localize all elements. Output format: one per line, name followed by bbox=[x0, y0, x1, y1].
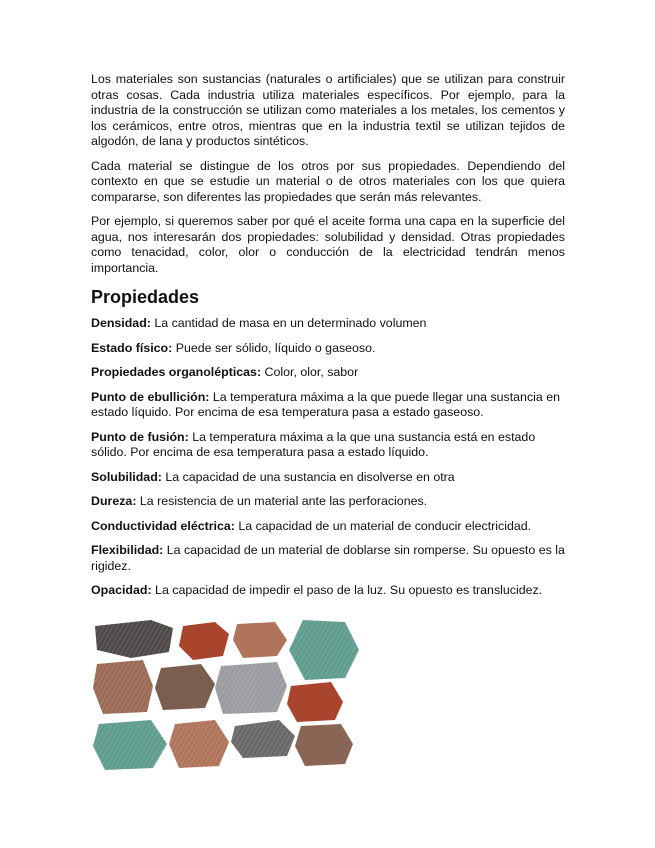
section-title: Propiedades bbox=[91, 287, 200, 307]
property-item bbox=[91, 543, 565, 574]
property-term: Propiedades organolépticas: bbox=[91, 365, 262, 379]
property-definition: La capacidad de impedir el paso de la luz. Su opuesto es translucidez. bbox=[155, 583, 543, 597]
property-term: Dureza: bbox=[91, 494, 137, 508]
property-item bbox=[91, 390, 565, 421]
property-definition: La temperatura máxima a la que una sustancia está en estado sólido. Por encima de esa temperatura pasa a estado líquido. bbox=[91, 429, 536, 459]
intro-paragraph-2: Cada material se distingue de los otros por sus propiedades. Dependiendo del contexto en que se estudie un material o de otros materiales con los que quiera compararse, son diferentes las propiedades que serán más relevantes. bbox=[91, 158, 565, 204]
property-item bbox=[91, 583, 565, 599]
mineral-red-crystal bbox=[287, 682, 343, 722]
mineral-rust-chunk bbox=[179, 622, 229, 660]
property-item bbox=[91, 341, 565, 357]
property-term: Punto de ebullición: bbox=[91, 389, 210, 404]
intro-paragraph-3: Por ejemplo, si queremos saber por qué el aceite forma una capa en la superficie del agua, nos interesarán dos propiedades: solubilidad y densidad. Otras propiedades como tenacidad, color, olor o conducción de la electricidad tendrán menos importancia. bbox=[91, 214, 565, 275]
property-item bbox=[91, 430, 565, 461]
property-term: Punto de fusión: bbox=[91, 429, 189, 444]
property-item bbox=[91, 519, 565, 535]
property-term: Opacidad: bbox=[91, 583, 152, 597]
mineral-copper-flake bbox=[233, 622, 287, 658]
property-item bbox=[91, 316, 565, 332]
property-definition: La capacidad de un material de doblarse sin romperse. Su opuesto es la rigidez. bbox=[91, 543, 565, 573]
mineral-brown-chip bbox=[295, 724, 353, 766]
mineral-samples-icon bbox=[91, 616, 361, 772]
property-item bbox=[91, 494, 565, 510]
property-definition: La capacidad de una sustancia en disolverse en otra bbox=[165, 469, 455, 484]
mineral-brown-block bbox=[155, 664, 215, 710]
property-term: Estado físico: bbox=[91, 340, 173, 355]
property-definition: La cantidad de masa en un determinado volumen bbox=[154, 316, 427, 330]
property-term: Conductividad eléctrica: bbox=[91, 518, 235, 533]
property-term: Solubilidad: bbox=[91, 469, 162, 484]
mineral-samples-image bbox=[91, 616, 361, 772]
property-definition: La resistencia de un material ante las perforaciones. bbox=[139, 494, 428, 508]
property-term: Flexibilidad: bbox=[91, 543, 164, 557]
document-page bbox=[91, 72, 565, 608]
properties-list bbox=[91, 316, 565, 599]
property-definition: Color, olor, sabor bbox=[264, 365, 359, 379]
property-definition: La temperatura máxima a la que puede llegar una sustancia en estado líquido. Por encima de esa temperatura pasa a estado gaseoso. bbox=[91, 389, 561, 419]
property-definition: Puede ser sólido, líquido o gaseoso. bbox=[175, 340, 376, 355]
property-item bbox=[91, 470, 565, 486]
property-term: Densidad: bbox=[91, 316, 151, 330]
intro-paragraph-1: Los materiales son sustancias (naturales o artificiales) que se utilizan para construir otras cosas. Cada industria utiliza materiales específicos. Por ejemplo, para la industria de la construcción se utilizan como materiales a los metales, los cementos y los cerámicos, entre otros, mientras que en la industria textil se utilizan tejidos de algodón, de lana y productos sintéticos. bbox=[91, 72, 565, 148]
property-definition: La capacidad de un material de conducir electricidad. bbox=[238, 518, 532, 533]
property-item bbox=[91, 365, 565, 381]
